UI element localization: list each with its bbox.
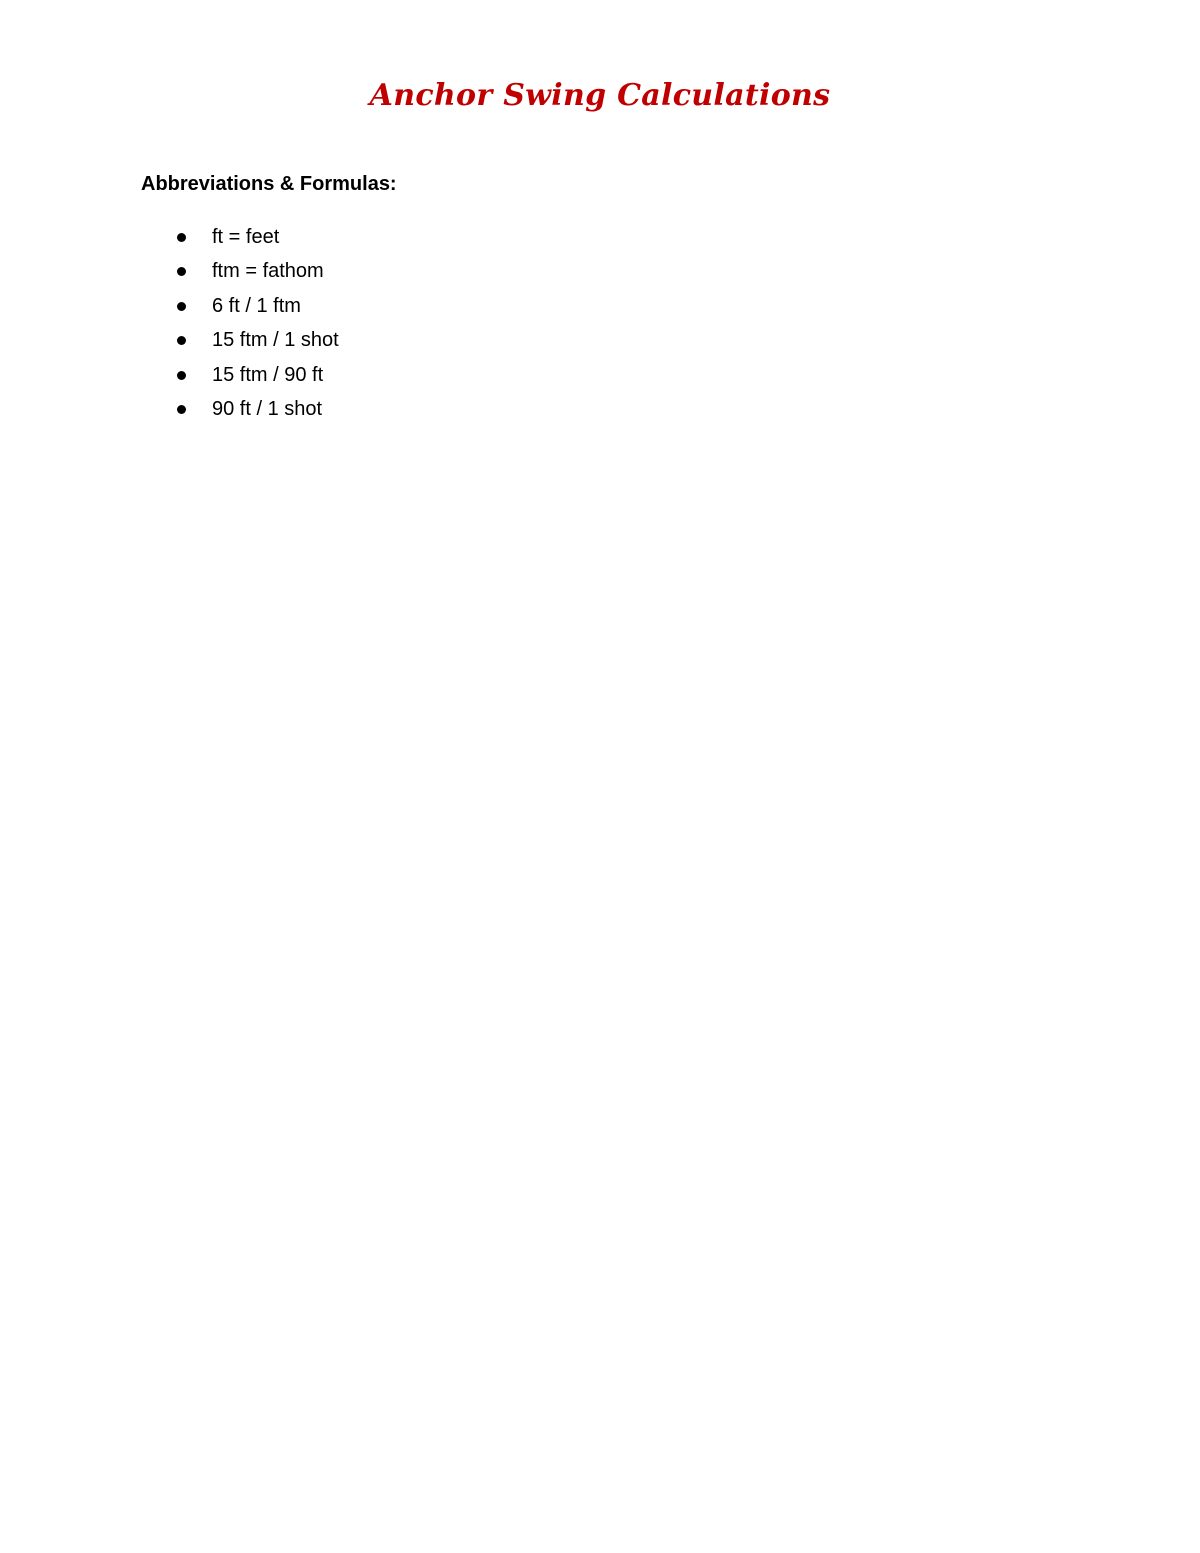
bullet-icon: [177, 302, 186, 311]
bullet-icon: [177, 233, 186, 242]
list-item-text: 15 ftm / 1 shot: [212, 329, 339, 352]
list-item-text: ft = feet: [212, 226, 280, 248]
bullet-icon: [177, 405, 186, 414]
list-item-text: ftm = fathom: [212, 260, 324, 283]
document-title: Anchor Swing Calculations: [369, 78, 831, 113]
section-heading: Abbreviations & Formulas:: [141, 173, 397, 195]
bullet-icon: [177, 371, 186, 380]
list-item-text: 15 ftm / 90 ft: [212, 363, 324, 386]
bullet-icon: [177, 267, 186, 276]
list-item-text: 90 ft / 1 shot: [212, 397, 323, 420]
list-item-text: 6 ft / 1 ftm: [212, 294, 301, 317]
bullet-icon: [177, 336, 186, 345]
